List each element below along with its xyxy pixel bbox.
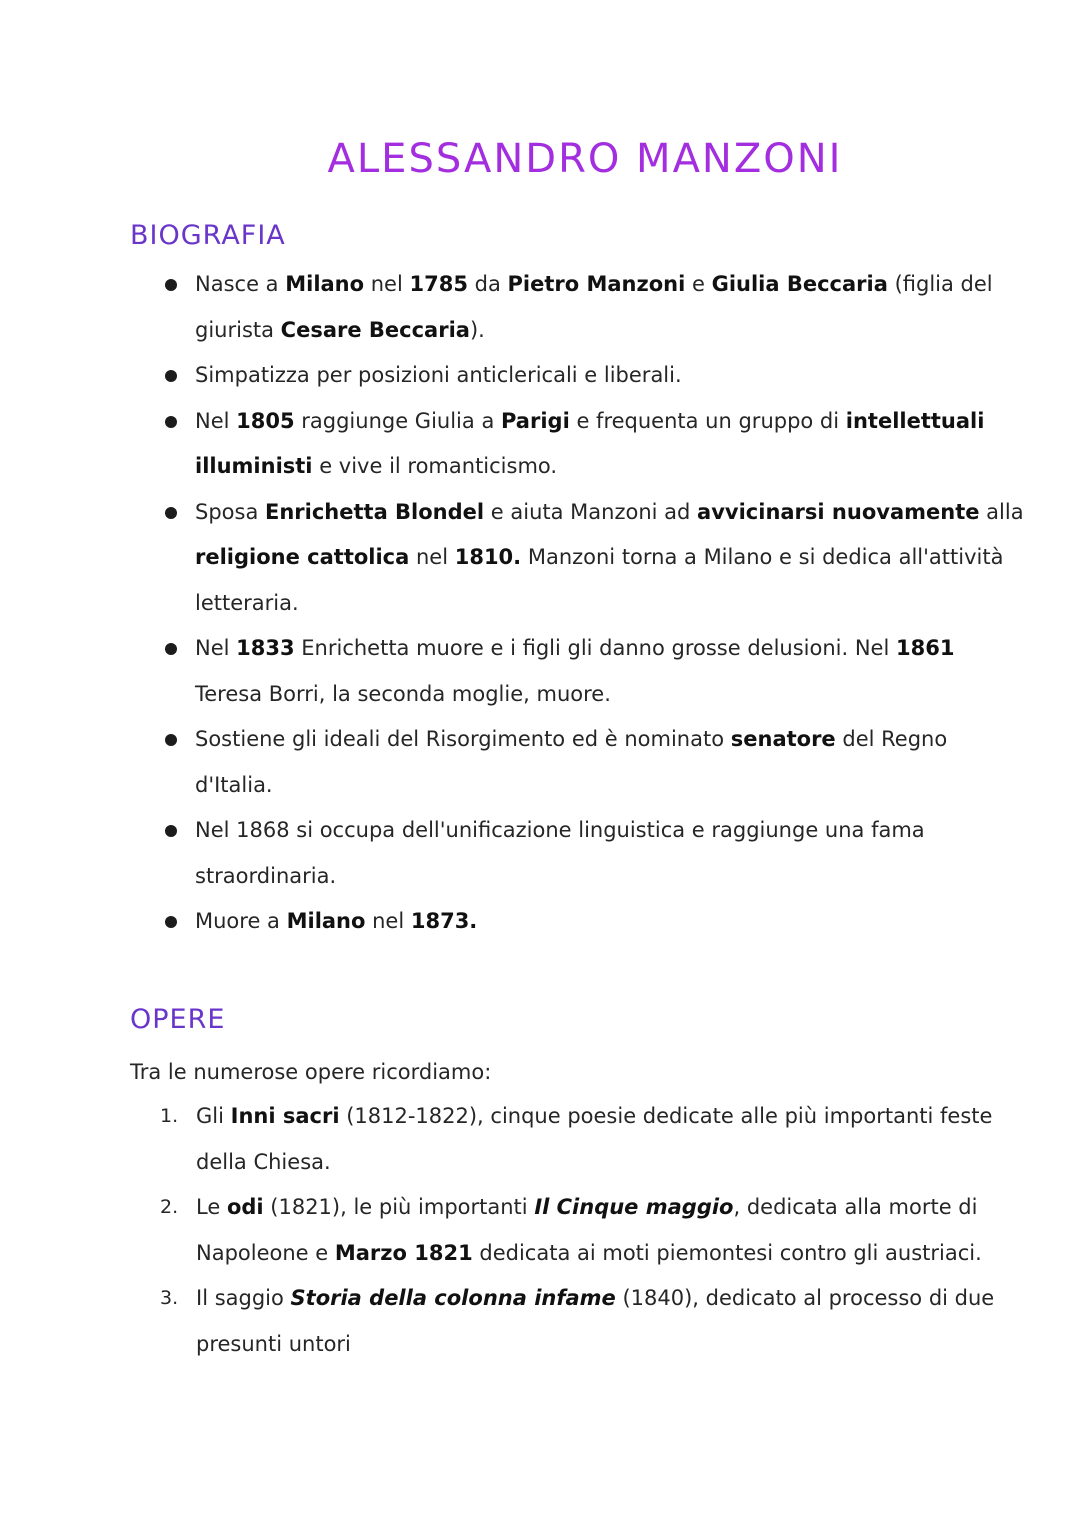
list-item: 2. Le odi (1821), le più importanti Il Cinque maggio, dedicata alla morte di Napoleone e Marzo 1821 dedicata ai moti piemontesi contro gli austriaci. [160,1185,1020,1276]
item-number: 2. [160,1196,179,1218]
opere-heading: OPERE [130,1004,226,1035]
biografia-heading: BIOGRAFIA [130,220,286,251]
list-item: Simpatizza per posizioni anticlericali e liberali. [165,353,1025,399]
list-item: Nel 1868 si occupa dell'unificazione linguistica e raggiunge una fama straordinaria. [165,808,1025,899]
item-number: 3. [160,1287,179,1309]
bullet-icon [165,370,177,382]
list-item: Muore a Milano nel 1873. [165,899,1025,945]
bullet-icon [165,416,177,428]
bullet-icon [165,916,177,928]
list-item: 3. Il saggio Storia della colonna infame (1840), dedicato al processo di due presunti untori [160,1276,1020,1367]
bullet-icon [165,507,177,519]
opere-list [160,1094,1020,1367]
page-title: ALESSANDRO MANZONI [327,136,843,182]
item-number: 1. [160,1105,179,1127]
biografia-list [165,262,1025,945]
list-item: 1. Gli Inni sacri (1812-1822), cinque poesie dedicate alle più importanti feste della Chiesa. [160,1094,1020,1185]
bullet-icon [165,643,177,655]
list-item: Nasce a Milano nel 1785 da Pietro Manzoni e Giulia Beccaria (figlia del giurista Cesare Beccaria). [165,262,1025,353]
list-item: Nel 1833 Enrichetta muore e i figli gli danno grosse delusioni. Nel 1861 Teresa Borri, la seconda moglie, muore. [165,626,1025,717]
list-item: Nel 1805 raggiunge Giulia a Parigi e frequenta un gruppo di intellettuali illuministi e vive il romanticismo. [165,399,1025,490]
opere-intro: Tra le numerose opere ricordiamo: [130,1060,492,1084]
bullet-icon [165,825,177,837]
bullet-icon [165,734,177,746]
list-item: Sostiene gli ideali del Risorgimento ed è nominato senatore del Regno d'Italia. [165,717,1025,808]
list-item: Sposa Enrichetta Blondel e aiuta Manzoni ad avvicinarsi nuovamente alla religione cattolica nel 1810. Manzoni torna a Milano e si dedica all'attività letteraria. [165,490,1025,627]
bullet-icon [165,279,177,291]
